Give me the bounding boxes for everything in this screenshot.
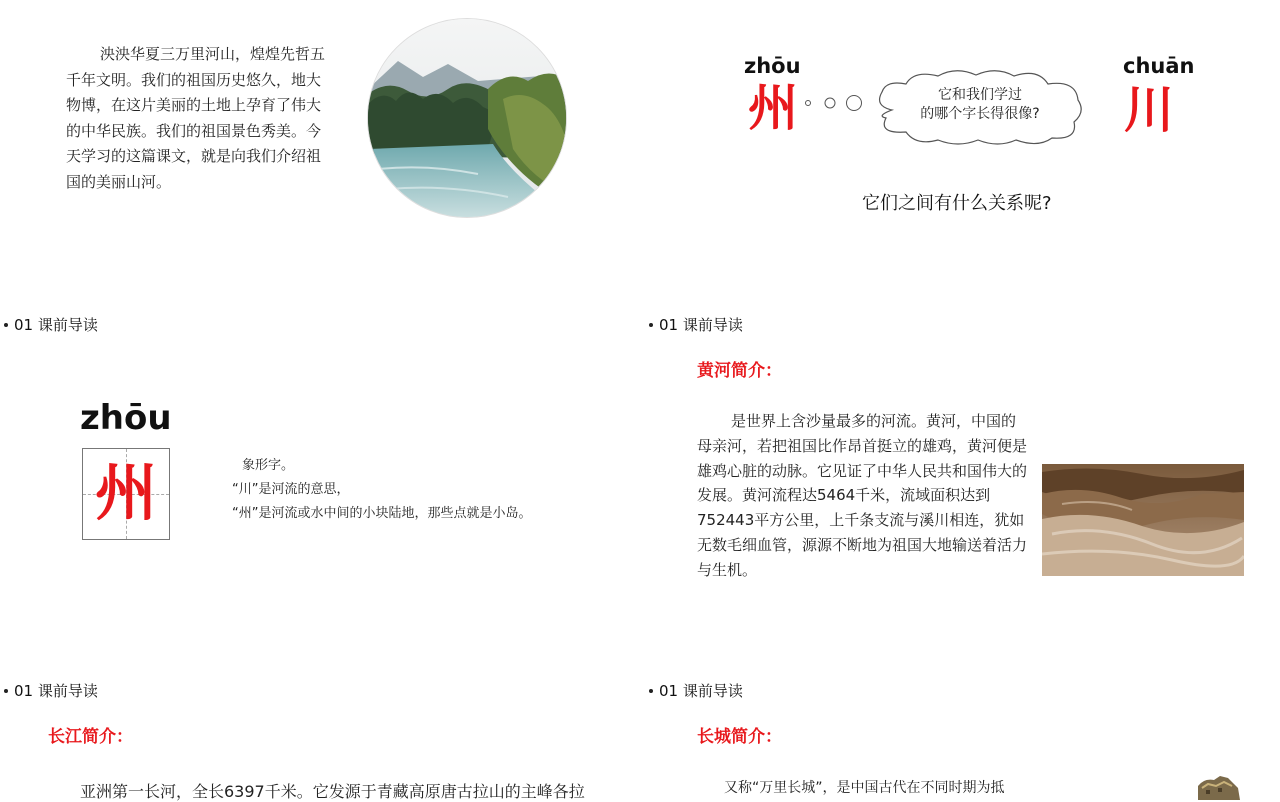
yellow-river-heading: 黄河简介： — [697, 361, 782, 381]
section-label: 01 课前导读 — [14, 316, 98, 334]
explain-line-1: 象形字。 — [242, 458, 295, 473]
great-wall-paragraph: 又称“万里长城”，是中国古代在不同时期为抵 — [724, 780, 1005, 796]
yellow-river-paragraph: 是世界上含沙量最多的河流。黄河，中国的母亲河，若把祖国比作昂首挺立的雄鸡，黄河便是雄鸡心脏的动脉。它见证了中华人民共和国伟大的发展。黄河流程达5464千米，流域面积达到752443平方公里，上千条支流与溪川相连，犹如无数毛细血管，源源不断地为祖国大地输送着活力与生机。 — [697, 412, 1028, 579]
section-header-6 — [649, 680, 743, 701]
thought-line-1: 它和我们学过 — [938, 87, 1022, 103]
bullet-icon — [649, 689, 653, 693]
section-header-4 — [649, 314, 743, 335]
bullet-icon — [4, 323, 8, 327]
great-wall-heading: 长城简介： — [697, 727, 782, 747]
waterfall-photo-icon — [1042, 464, 1244, 576]
relationship-question: 它们之间有什么关系呢? — [862, 193, 1052, 214]
section-label: 01 课前导读 — [14, 682, 98, 700]
section-label: 01 课前导读 — [659, 682, 743, 700]
yangtze-paragraph: 亚洲第一长河，全长6397千米。它发源于青藏高原唐古拉山的主峰各拉 — [80, 782, 585, 801]
section-label: 01 课前导读 — [659, 316, 743, 334]
bullet-icon — [649, 323, 653, 327]
thought-line-2: 的哪个字长得很像? — [920, 106, 1040, 122]
pinyin-zhou-large: zhōu — [80, 398, 172, 438]
section-header-3 — [4, 314, 98, 335]
thought-cloud — [872, 66, 1088, 148]
char-chuan: 川 — [1124, 81, 1174, 139]
character-explanation — [232, 454, 531, 526]
char-zhou-top: 州 — [748, 79, 798, 137]
character-grid-box — [82, 448, 170, 540]
pinyin-chuan: chuān — [1123, 54, 1195, 78]
bullet-icon — [4, 689, 8, 693]
explain-line-3: “州”是河流或水中间的小块陆地，那些点就是小岛。 — [232, 506, 532, 521]
explain-line-2: “川”是河流的意思， — [232, 482, 350, 497]
great-wall-photo — [1194, 774, 1240, 800]
pinyin-zhou-top: zhōu — [744, 54, 801, 78]
intro-paragraph: 泱泱华夏三万里河山，煌煌先哲五千年文明。我们的祖国历史悠久，地大物博，在这片美丽的土地上孕育了伟大的中华民族。我们的祖国景色秀美。今天学习的这篇课文，就是向我们介绍祖国的美丽山河。 — [66, 45, 326, 191]
char-zhou-grid: 州 — [94, 456, 157, 529]
great-wall-photo-icon — [1194, 774, 1240, 800]
yellow-river-photo — [1042, 464, 1244, 576]
thought-dots — [805, 93, 865, 115]
yangtze-heading: 长江简介： — [48, 727, 133, 747]
section-header-5 — [4, 680, 98, 701]
river-photo-icon — [368, 19, 566, 217]
river-photo — [367, 18, 567, 218]
